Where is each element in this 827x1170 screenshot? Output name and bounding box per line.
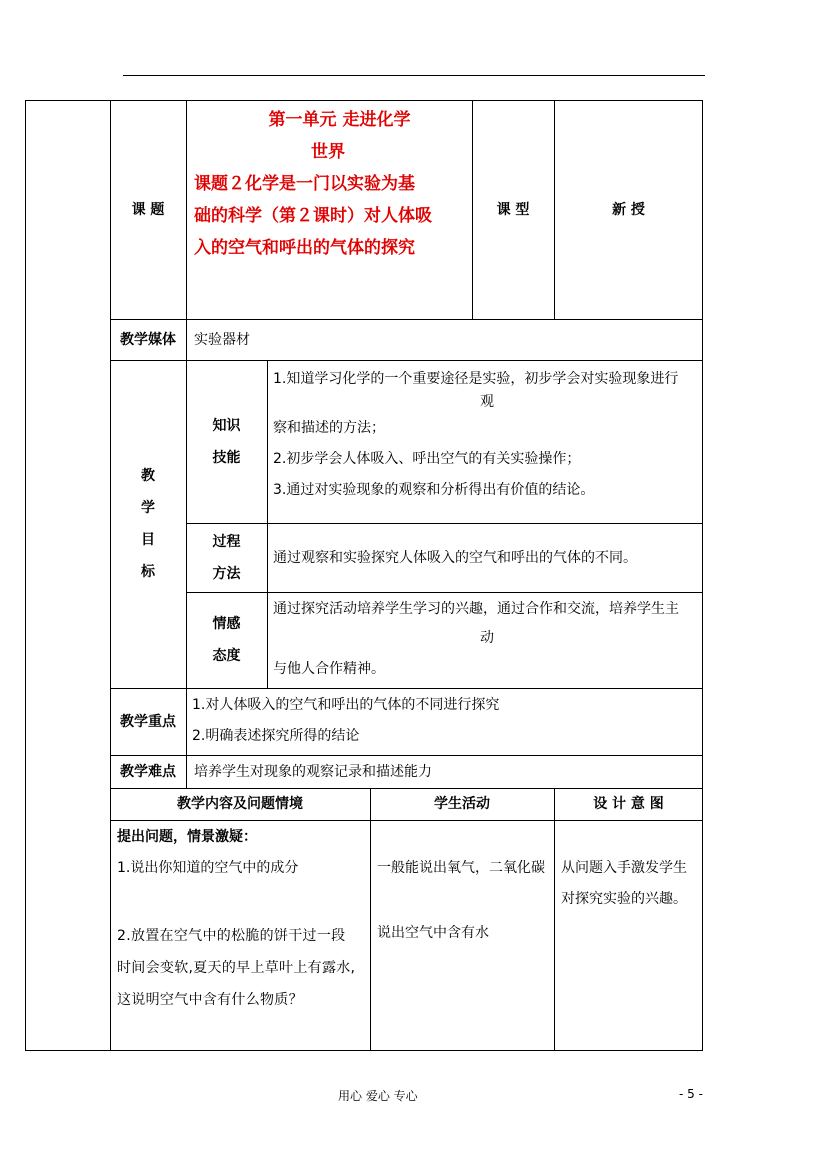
key-points-text [192,690,697,752]
question-1: 1.说出你知道的空气中的成分 [117,860,299,876]
lesson-title [187,104,472,264]
emotion-label-line: 情感 [212,616,241,632]
emotion-label-line: 态度 [212,648,241,664]
header-intent: 设 计 意 图 [593,796,664,812]
divider [110,820,703,821]
goals-label-char: 教 [141,468,155,484]
header-content: 教学内容及问题情境 [177,796,303,812]
topic-label: 课 题 [131,201,165,218]
divider [370,788,371,1051]
type-label: 课 型 [496,201,530,218]
emotion-text [273,594,701,685]
footer-motto: 用心 爱心 专心 [338,1089,418,1103]
divider [554,788,555,1051]
design-intent-line: 对探究实验的兴趣。 [561,891,687,907]
question-2-line: 这说明空气中含有什么物质？ [117,992,303,1008]
question-2 [117,920,367,1016]
question-2-line: 2.放置在空气中的松脆的饼干过一段 [117,928,346,944]
knowledge-text [273,364,701,506]
key-point: 2.明确表述探究所得的结论 [192,728,360,744]
page-number: - 5 - [679,1087,703,1101]
knowledge-line: 观 [480,394,494,410]
design-intent [561,853,701,915]
emotion-line: 通过探究活动培养学生学习的兴趣，通过合作和交流，培养学生主 [273,601,679,617]
header-student: 学生活动 [434,796,490,812]
key-point: 1.对人体吸入的空气和呼出的气体的不同进行探究 [192,697,500,713]
media-label: 教学媒体 [120,331,176,348]
knowledge-line: 1.知道学习化学的一个重要途径是实验，初步学会对实验现象进行 [273,371,679,387]
knowledge-label-line: 知识 [212,417,241,434]
process-label-line: 方法 [212,565,241,582]
design-intent-line: 从问题入手激发学生 [561,860,687,876]
title-line: 课题２化学是一门以实验为基 [194,174,415,194]
goals-label-char: 学 [141,500,155,516]
knowledge-label [186,360,267,523]
emotion-line: 动 [480,630,494,646]
student-answer-2: 说出空气中含有水 [377,925,489,941]
goals-label-char: 目 [141,532,155,548]
key-points-label: 教学重点 [120,713,176,730]
difficulty-value: 培养学生对现象的观察记录和描述能力 [194,763,432,780]
goals-label [110,360,186,688]
goals-label-char: 标 [141,564,155,580]
question-2-line: 时间会变软,夏天的早上草叶上有露水, [117,960,356,976]
media-value: 实验器材 [194,331,250,348]
process-label-line: 过程 [212,533,241,550]
difficulty-label: 教学难点 [120,763,176,780]
header-rule [123,75,705,76]
title-line: 世界 [311,142,345,162]
title-line: 入的空气和呼出的气体的探究 [194,238,415,258]
knowledge-label-line: 技能 [212,449,241,466]
content-heading: 提出问题，情景激疑： [117,829,257,845]
title-line: 础的科学（第２课时）对人体吸 [194,206,432,226]
knowledge-line: 2.初步学会人体吸入、呼出空气的有关实验操作； [273,451,581,467]
type-value: 新 授 [612,201,645,218]
emotion-label [186,592,267,688]
process-text: 通过观察和实验探究人体吸入的空气和呼出的气体的不同。 [273,549,637,566]
divider [110,688,703,689]
process-label [186,523,267,592]
title-line: 第一单元 走进化学 [268,110,411,130]
student-answer-1: 一般能说出氧气，二氧化碳 [377,860,545,876]
emotion-line: 与他人合作精神。 [273,661,385,677]
knowledge-line: 3.通过对实验现象的观察和分析得出有价值的结论。 [273,482,595,498]
knowledge-line: 察和描述的方法； [273,420,385,436]
